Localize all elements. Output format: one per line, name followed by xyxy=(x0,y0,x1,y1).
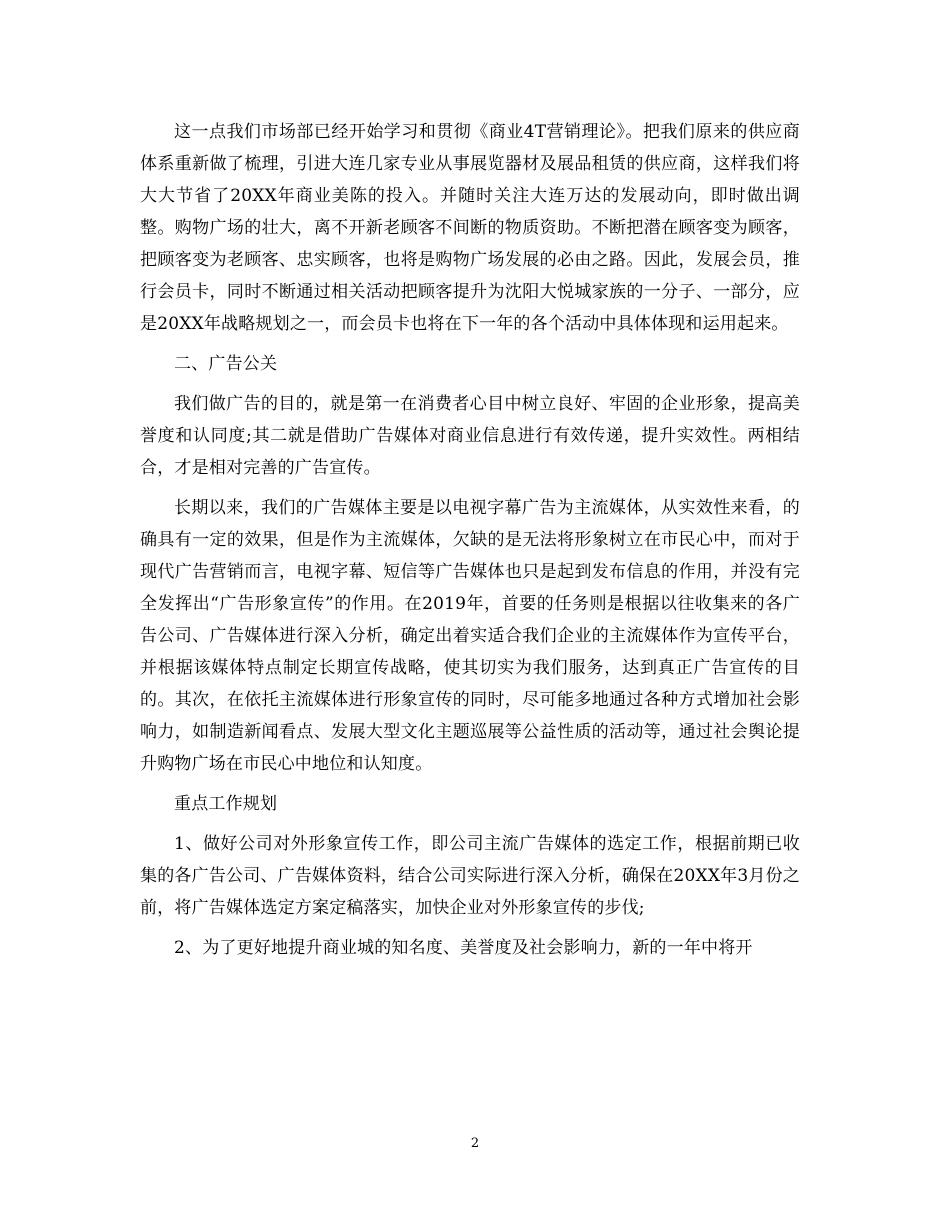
paragraph-supplier-membership: 这一点我们市场部已经开始学习和贯彻《商业4T营销理论》。把我们原来的供应商体系重新做了梳理，引进大连几家专业从事展览器材及展品租赁的供应商，这样我们将大大节省了20XX年商业美陈的投入。并随时关注大连万达的发展动向，即时做出调整。购物广场的壮大，离不开新老顾客不间断的物质资助。不断把潜在顾客变为顾客，把顾客变为老顾客、忠实顾客，也将是购物广场发展的必由之路。因此，发展会员，推行会员卡，同时不断通过相关活动把顾客提升为沈阳大悦城家族的一分子、一部分，应是20XX年战略规划之一，而会员卡也将在下一年的各个活动中具体体现和运用起来。 xyxy=(140,122,800,334)
paragraph-advertising-purpose: 我们做广告的目的，就是第一在消费者心目中树立良好、牢固的企业形象，提高美誉度和认同度;其二就是借助广告媒体对商业信息进行有效传递，提升实效性。两相结合，才是相对完善的广告宣传。 xyxy=(140,394,800,478)
list-item-2-influence: 2、为了更好地提升商业城的知名度、美誉度及社会影响力，新的一年中将开 xyxy=(174,938,753,958)
list-item-1-media-selection: 1、做好公司对外形象宣传工作，即公司主流广告媒体的选定工作，根据前期已收集的各广告公司、广告媒体资料，结合公司实际进行深入分析，确保在20XX年3月份之前，将广告媒体选定方案定稿落实，加快企业对外形象宣传的步伐; xyxy=(140,834,800,918)
section-heading-advertising-pr: 二、广告公关 xyxy=(174,354,278,374)
section-heading-key-work-plan: 重点工作规划 xyxy=(174,794,278,814)
document-body xyxy=(140,116,800,964)
paragraph-media-strategy: 长期以来，我们的广告媒体主要是以电视字幕广告为主流媒体，从实效性来看，的确具有一定的效果，但是作为主流媒体，欠缺的是无法将形象树立在市民心中，而对于现代广告营销而言，电视字幕、短信等广告媒体也只是起到发布信息的作用，并没有完全发挥出“广告形象宣传”的作用。在2019年，首要的任务则是根据以往收集来的各广告公司、广告媒体进行深入分析，确定出着实适合我们企业的主流媒体作为宣传平台，并根据该媒体特点制定长期宣传战略，使其切实为我们服务，达到真正广告宣传的目的。其次，在依托主流媒体进行形象宣传的同时，尽可能多地通过各种方式增加社会影响力，如制造新闻看点、发展大型文化主题巡展等公益性质的活动等，通过社会舆论提升购物广场在市民心中地位和认知度。 xyxy=(140,498,800,774)
page-number: 2 xyxy=(470,1136,480,1151)
